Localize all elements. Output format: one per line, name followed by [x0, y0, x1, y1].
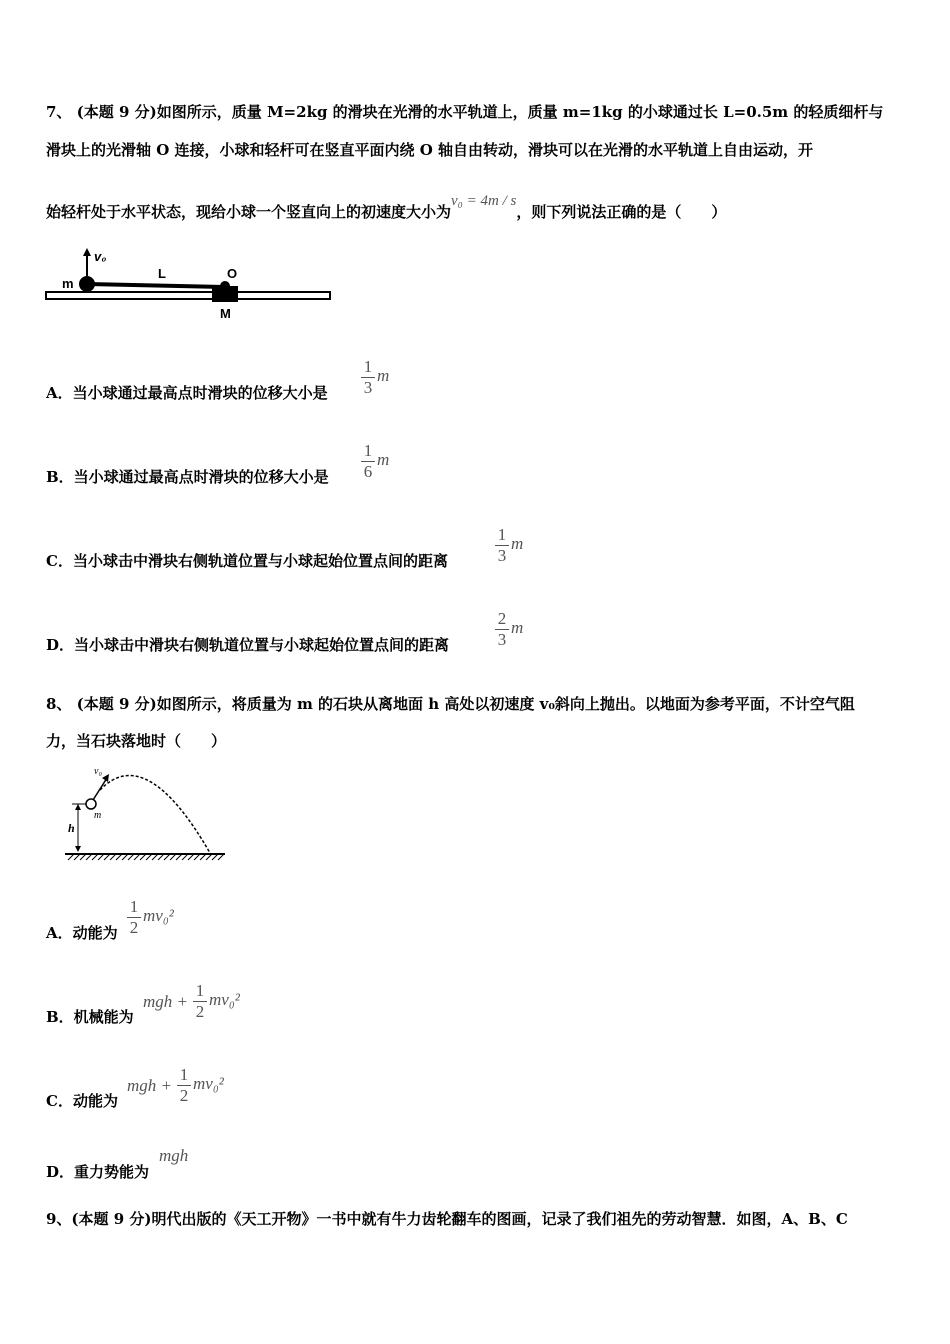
- q7-option-c: C．当小球击中滑块右侧轨道位置与小球起始位置点间的距离: [46, 552, 448, 570]
- q7-option-b-fraction: [361, 441, 390, 481]
- q7-ball: [79, 276, 95, 292]
- q8-option-a-den: 2: [129, 918, 139, 937]
- q7-v0-formula: v₀ = 4m / s: [451, 193, 517, 209]
- q8-option-b-fraction: [193, 981, 240, 1021]
- q7-text-line2: 滑块上的光滑轴 O 连接，小球和轻杆可在竖直平面内绕 O 轴自由转动，滑块可以在光滑的水平轨道上自由运动，开: [46, 141, 814, 159]
- q7-option-d-fraction: [495, 609, 524, 649]
- q9-text-line1: 9、(本题 9 分)明代出版的《天工开物》一书中就有牛力齿轮翻车的图画，记录了我们祖先的劳动智慧．如图，A、B、C: [46, 1210, 848, 1228]
- q7-option-b: B．当小球通过最高点时滑块的位移大小是: [46, 468, 329, 486]
- q7-text-line3: [46, 193, 727, 223]
- q7-option-a-den: 3: [363, 378, 373, 397]
- q7-option-d-unit: m: [511, 618, 524, 637]
- q7-option-d-den: 3: [497, 630, 507, 649]
- q7-text-line3-post: ，则下列说法正确的是（ ）: [516, 203, 727, 221]
- q8-text-line1: 8、 (本题 9 分)如图所示，将质量为 m 的石块从离地面 h 高处以初速度 v₀斜向上抛出。以地面为参考平面，不计空气阻: [46, 695, 855, 713]
- q8-option-b-num: 1: [195, 981, 205, 1000]
- q7-arrowhead-icon: [83, 248, 91, 256]
- q7-option-c-num: 1: [497, 525, 507, 544]
- q7-track: [46, 292, 330, 299]
- q7-option-c-fraction: [495, 525, 524, 565]
- q7-option-a-unit: m: [377, 366, 390, 385]
- q7-label-v0: v₀: [94, 249, 107, 264]
- q8-figure: [60, 762, 230, 864]
- q7-label-big-m: M: [220, 306, 231, 321]
- q8-height-arrow-up-icon: [75, 804, 81, 810]
- q8-option-c-pre: mgh +: [127, 1076, 172, 1095]
- q8-option-c-tail: mv₀²: [193, 1074, 224, 1093]
- q8-option-b-pre: mgh +: [143, 992, 188, 1011]
- q8-option-c-fraction: [177, 1065, 224, 1105]
- q8-option-a-fraction: [127, 897, 174, 937]
- q8-height-arrow-down-icon: [75, 846, 81, 852]
- q7-option-a: A．当小球通过最高点时滑块的位移大小是: [46, 384, 328, 402]
- q7-axis-o: [220, 281, 230, 291]
- q7-label-o: O: [227, 266, 238, 281]
- q8-option-c-num: 1: [179, 1065, 189, 1084]
- q7-option-c-den: 3: [497, 546, 507, 565]
- q8-option-c: C．动能为: [46, 1092, 118, 1110]
- q7-text-line1: 7、 (本题 9 分)如图所示，质量 M=2kg 的滑块在光滑的水平轨道上，质量 m=1kg 的小球通过长 L=0.5m 的轻质细杆与: [46, 103, 884, 121]
- q7-option-a-fraction: [361, 357, 390, 397]
- q8-option-d-pre: mgh: [159, 1146, 189, 1165]
- q7-label-l: L: [158, 266, 166, 281]
- q7-option-c-unit: m: [511, 534, 524, 553]
- q7-option-b-unit: m: [377, 450, 390, 469]
- q8-option-a-num: 1: [129, 897, 139, 916]
- q8-option-b-tail: mv₀²: [209, 990, 240, 1009]
- q8-trajectory: [100, 776, 210, 853]
- q8-option-b: B．机械能为: [46, 1008, 134, 1026]
- q7-figure: [44, 244, 334, 324]
- q7-option-d-num: 2: [497, 609, 507, 628]
- q7-option-d: D．当小球击中滑块右侧轨道位置与小球起始位置点间的距离: [46, 636, 450, 654]
- q8-text-line2: 力，当石块落地时（ ）: [46, 732, 227, 750]
- q8-stone: [86, 799, 96, 809]
- q8-label-h: h: [68, 821, 75, 835]
- q7-option-b-den: 6: [363, 462, 373, 481]
- q7-rod: [87, 284, 224, 287]
- q7-label-m: m: [62, 276, 74, 291]
- q8-label-v0: v₀: [94, 766, 102, 777]
- q8-option-a: A．动能为: [46, 924, 118, 942]
- q8-label-m: m: [94, 810, 102, 821]
- q7-text-line3-pre: 始轻杆处于水平状态，现给小球一个竖直向上的初速度大小为: [46, 203, 452, 221]
- q7-option-a-num: 1: [363, 357, 373, 376]
- q8-option-c-den: 2: [179, 1086, 189, 1105]
- q8-option-b-den: 2: [195, 1002, 205, 1021]
- q8-option-a-tail: mv₀²: [143, 906, 174, 925]
- q8-option-d: D．重力势能为: [46, 1163, 150, 1181]
- q7-option-b-num: 1: [363, 441, 373, 460]
